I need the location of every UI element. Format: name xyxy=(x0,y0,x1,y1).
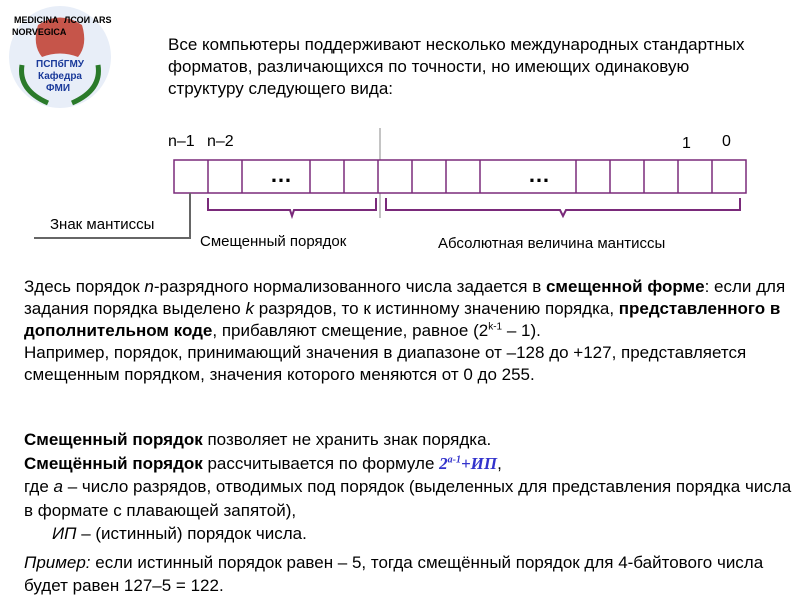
bit-format-diagram xyxy=(0,0,800,260)
bit-row xyxy=(174,160,746,193)
svg-text:MEDICINA: MEDICINA xyxy=(14,15,59,25)
bit-label-n-1: n–1 xyxy=(168,133,195,150)
formula: $2^{a-1}+ИП$ xyxy=(439,453,498,473)
exponent-brace xyxy=(208,198,376,216)
paragraph-example: Пример: если истинный порядок равен – 5, тогда смещённый порядок для 4-байтового числа будет равен 127–5 = 122. xyxy=(24,553,764,595)
mantissa-label: Абсолютная величина мантиссы xyxy=(438,235,666,252)
svg-text:NORVEGICA: NORVEGICA xyxy=(12,27,67,37)
exponent-label: Смещенный порядок xyxy=(200,233,347,250)
mantissa-brace xyxy=(386,198,740,216)
svg-text:Кафедра: Кафедра xyxy=(38,71,82,82)
svg-text:ПСПбГМУ: ПСПбГМУ xyxy=(36,59,84,70)
bit-label-0: 0 xyxy=(722,133,731,150)
paragraph-biased-form: Здесь порядок n-разрядного нормализованного числа задается в смещенной форме: если для задания порядка выделено k разрядов, то к истинному значению порядка, представленного в дополнительном коде, прибавляют смещение, равное (2$^{k-1}$ – 1). Например, порядок, принимающий значения в диапазоне от –128 до +127, представляется смещенным порядком, значения которого меняются от 0 до 255. xyxy=(24,277,786,384)
svg-text:ФМИ: ФМИ xyxy=(46,83,71,94)
svg-text:ЛСОИ ARS: ЛСОИ ARS xyxy=(64,15,112,25)
bit-label-1: 1 xyxy=(682,135,691,152)
ellipsis-mantissa: … xyxy=(528,162,550,187)
paragraph-formula: Смещенный порядок позволяет не хранить знак порядка. Смещённый порядок рассчитывается по формуле $2^{a-1}+ИП$, где а – число разрядов, отводимых под порядок (выделенных для представления порядка числа в формате с плавающей запятой), ИП – (истинный) порядок числа. xyxy=(24,430,792,543)
bit-label-n-2: n–2 xyxy=(207,133,234,150)
sign-label: Знак мантиссы xyxy=(50,216,155,233)
ellipsis-exponent: … xyxy=(270,162,292,187)
intro-text: Все компьютеры поддерживают несколько международных стандартных форматов, различающихся по точности, но имеющих одинаковую структуру следующего вида: xyxy=(168,35,745,98)
